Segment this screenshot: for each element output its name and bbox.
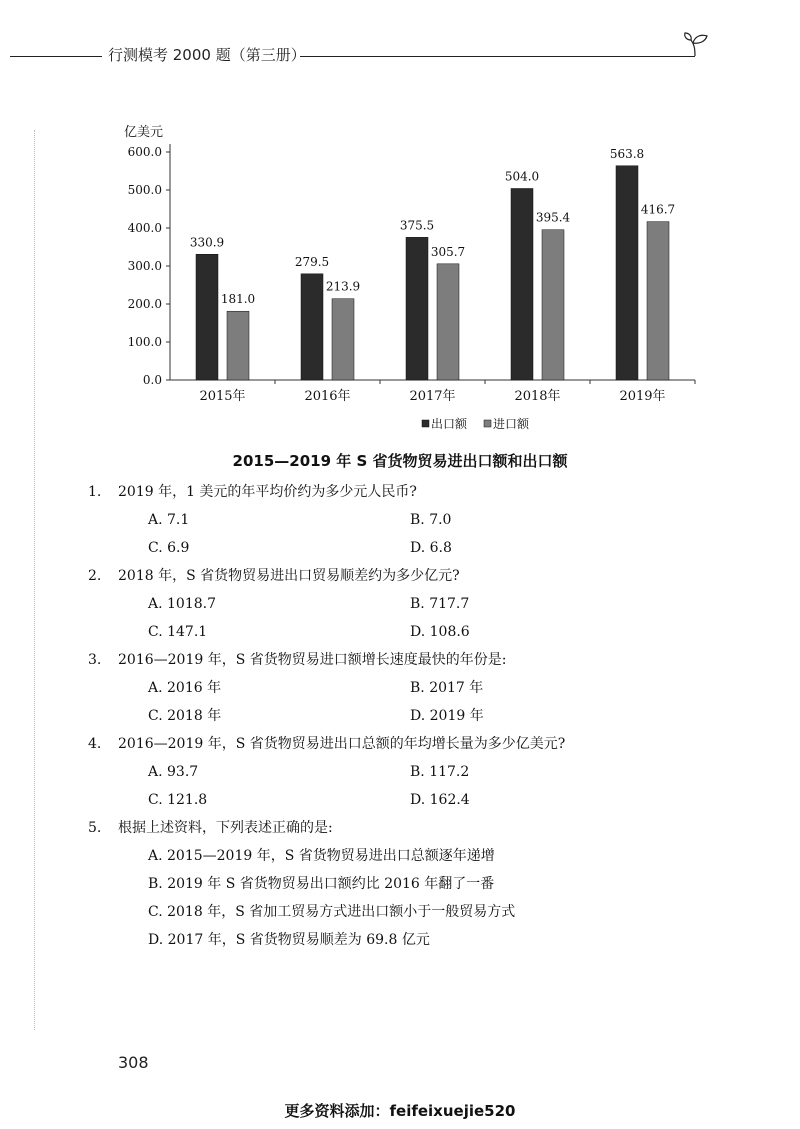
question-stem <box>88 646 738 674</box>
question-block <box>88 562 738 646</box>
question-number: 1. <box>88 484 102 500</box>
question-number: 3. <box>88 652 102 668</box>
data-label: 213.9 <box>325 279 361 294</box>
bar-import <box>542 230 564 380</box>
bar-import <box>332 299 354 380</box>
answer-option[interactable]: B. 2017 年 <box>410 680 484 696</box>
y-tick-label: 300.0 <box>127 259 162 273</box>
page-header <box>0 38 800 68</box>
question-stem <box>88 730 738 758</box>
x-tick-label: 2017年 <box>409 389 456 404</box>
option-list <box>118 674 738 730</box>
answer-option[interactable]: A. 2015—2019 年，S 省货物贸易进出口总额逐年递增 <box>148 848 495 864</box>
answer-option[interactable]: D. 108.6 <box>410 624 470 640</box>
footer-note: 更多资料添加：feifeixuejie520 <box>284 1102 516 1120</box>
data-label: 504.0 <box>504 169 540 184</box>
legend-label: 进口额 <box>493 417 530 431</box>
data-label: 305.7 <box>430 244 466 259</box>
answer-option[interactable]: A. 1018.7 <box>148 596 216 612</box>
answer-option[interactable]: A. 7.1 <box>148 512 190 528</box>
bar-import <box>647 222 669 380</box>
option-list <box>118 758 738 814</box>
x-tick-label: 2018年 <box>514 389 561 404</box>
data-label: 563.8 <box>609 146 645 161</box>
answer-option[interactable]: D. 162.4 <box>410 792 470 808</box>
bar-export <box>616 166 638 380</box>
answer-option[interactable]: B. 117.2 <box>410 764 470 780</box>
legend-swatch <box>484 420 491 427</box>
answer-option[interactable]: C. 2018 年 <box>148 708 222 724</box>
question-block <box>88 814 738 954</box>
answer-option[interactable]: A. 93.7 <box>148 764 199 780</box>
page-number: 308 <box>118 1053 149 1072</box>
answer-option[interactable]: D. 6.8 <box>410 540 452 556</box>
header-rule-right <box>300 56 695 57</box>
y-tick-label: 600.0 <box>127 145 162 159</box>
question-number: 4. <box>88 736 102 752</box>
option-list <box>118 842 738 954</box>
data-label: 395.4 <box>535 210 571 225</box>
answer-option[interactable]: B. 7.0 <box>410 512 452 528</box>
y-tick-label: 0.0 <box>142 373 162 387</box>
answer-option[interactable]: B. 2019 年 S 省货物贸易出口额约比 2016 年翻了一番 <box>148 876 495 892</box>
answer-option[interactable]: C. 6.9 <box>148 540 190 556</box>
answer-option[interactable]: C. 2018 年，S 省加工贸易方式进出口额小于一般贸易方式 <box>148 904 516 920</box>
question-stem <box>88 562 738 590</box>
question-text: 2018 年，S 省货物贸易进出口贸易顺差约为多少亿元? <box>118 568 460 584</box>
question-list <box>88 478 738 954</box>
data-label: 181.0 <box>220 292 256 307</box>
question-stem <box>88 478 738 506</box>
question-number: 2. <box>88 568 102 584</box>
bar-import <box>437 264 459 380</box>
question-number: 5. <box>88 820 102 836</box>
bar-export <box>196 254 218 380</box>
bar-chart-svg <box>100 112 700 442</box>
question-block <box>88 646 738 730</box>
bar-export <box>511 188 533 380</box>
y-tick-label: 500.0 <box>127 183 162 197</box>
y-axis-label: 亿美元 <box>124 125 164 140</box>
y-tick-label: 400.0 <box>127 221 162 235</box>
answer-option[interactable]: B. 717.7 <box>410 596 470 612</box>
answer-option[interactable]: C. 147.1 <box>148 624 208 640</box>
question-text: 根据上述资料，下列表述正确的是: <box>118 820 333 836</box>
question-text: 2016—2019 年，S 省货物贸易进口额增长速度最快的年份是: <box>118 652 507 668</box>
bar-export <box>406 237 428 380</box>
sprout-icon <box>683 30 717 58</box>
answer-option[interactable]: A. 2016 年 <box>148 680 222 696</box>
data-label: 330.9 <box>189 235 225 250</box>
data-label: 416.7 <box>640 202 676 217</box>
option-list <box>118 590 738 646</box>
question-text: 2016—2019 年，S 省货物贸易进出口总额的年均增长量为多少亿美元? <box>118 736 566 752</box>
y-tick-label: 200.0 <box>127 297 162 311</box>
x-tick-label: 2015年 <box>199 389 246 404</box>
y-tick-label: 100.0 <box>127 335 162 349</box>
bar-export <box>301 274 323 380</box>
bar-import <box>227 311 249 380</box>
x-tick-label: 2019年 <box>619 389 666 404</box>
data-label: 279.5 <box>294 254 330 269</box>
header-rule-left <box>10 56 102 57</box>
legend-swatch <box>422 420 429 427</box>
question-text: 2019 年，1 美元的年平均价约为多少元人民币? <box>118 484 417 500</box>
option-list <box>118 506 738 562</box>
question-block <box>88 730 738 814</box>
legend-label: 出口额 <box>431 417 468 431</box>
page-edge-rule <box>34 130 35 1030</box>
question-stem <box>88 814 738 842</box>
chart-caption: 2015—2019 年 S 省货物贸易进出口额和出口额 <box>232 452 568 470</box>
data-label: 375.5 <box>399 218 435 233</box>
bar-chart <box>100 112 700 442</box>
header-title: 行测模考 2000 题（第三册） <box>108 46 306 64</box>
question-block <box>88 478 738 562</box>
x-tick-label: 2016年 <box>304 389 351 404</box>
answer-option[interactable]: D. 2017 年，S 省货物贸易顺差为 69.8 亿元 <box>148 932 430 948</box>
answer-option[interactable]: D. 2019 年 <box>410 708 484 724</box>
answer-option[interactable]: C. 121.8 <box>148 792 208 808</box>
